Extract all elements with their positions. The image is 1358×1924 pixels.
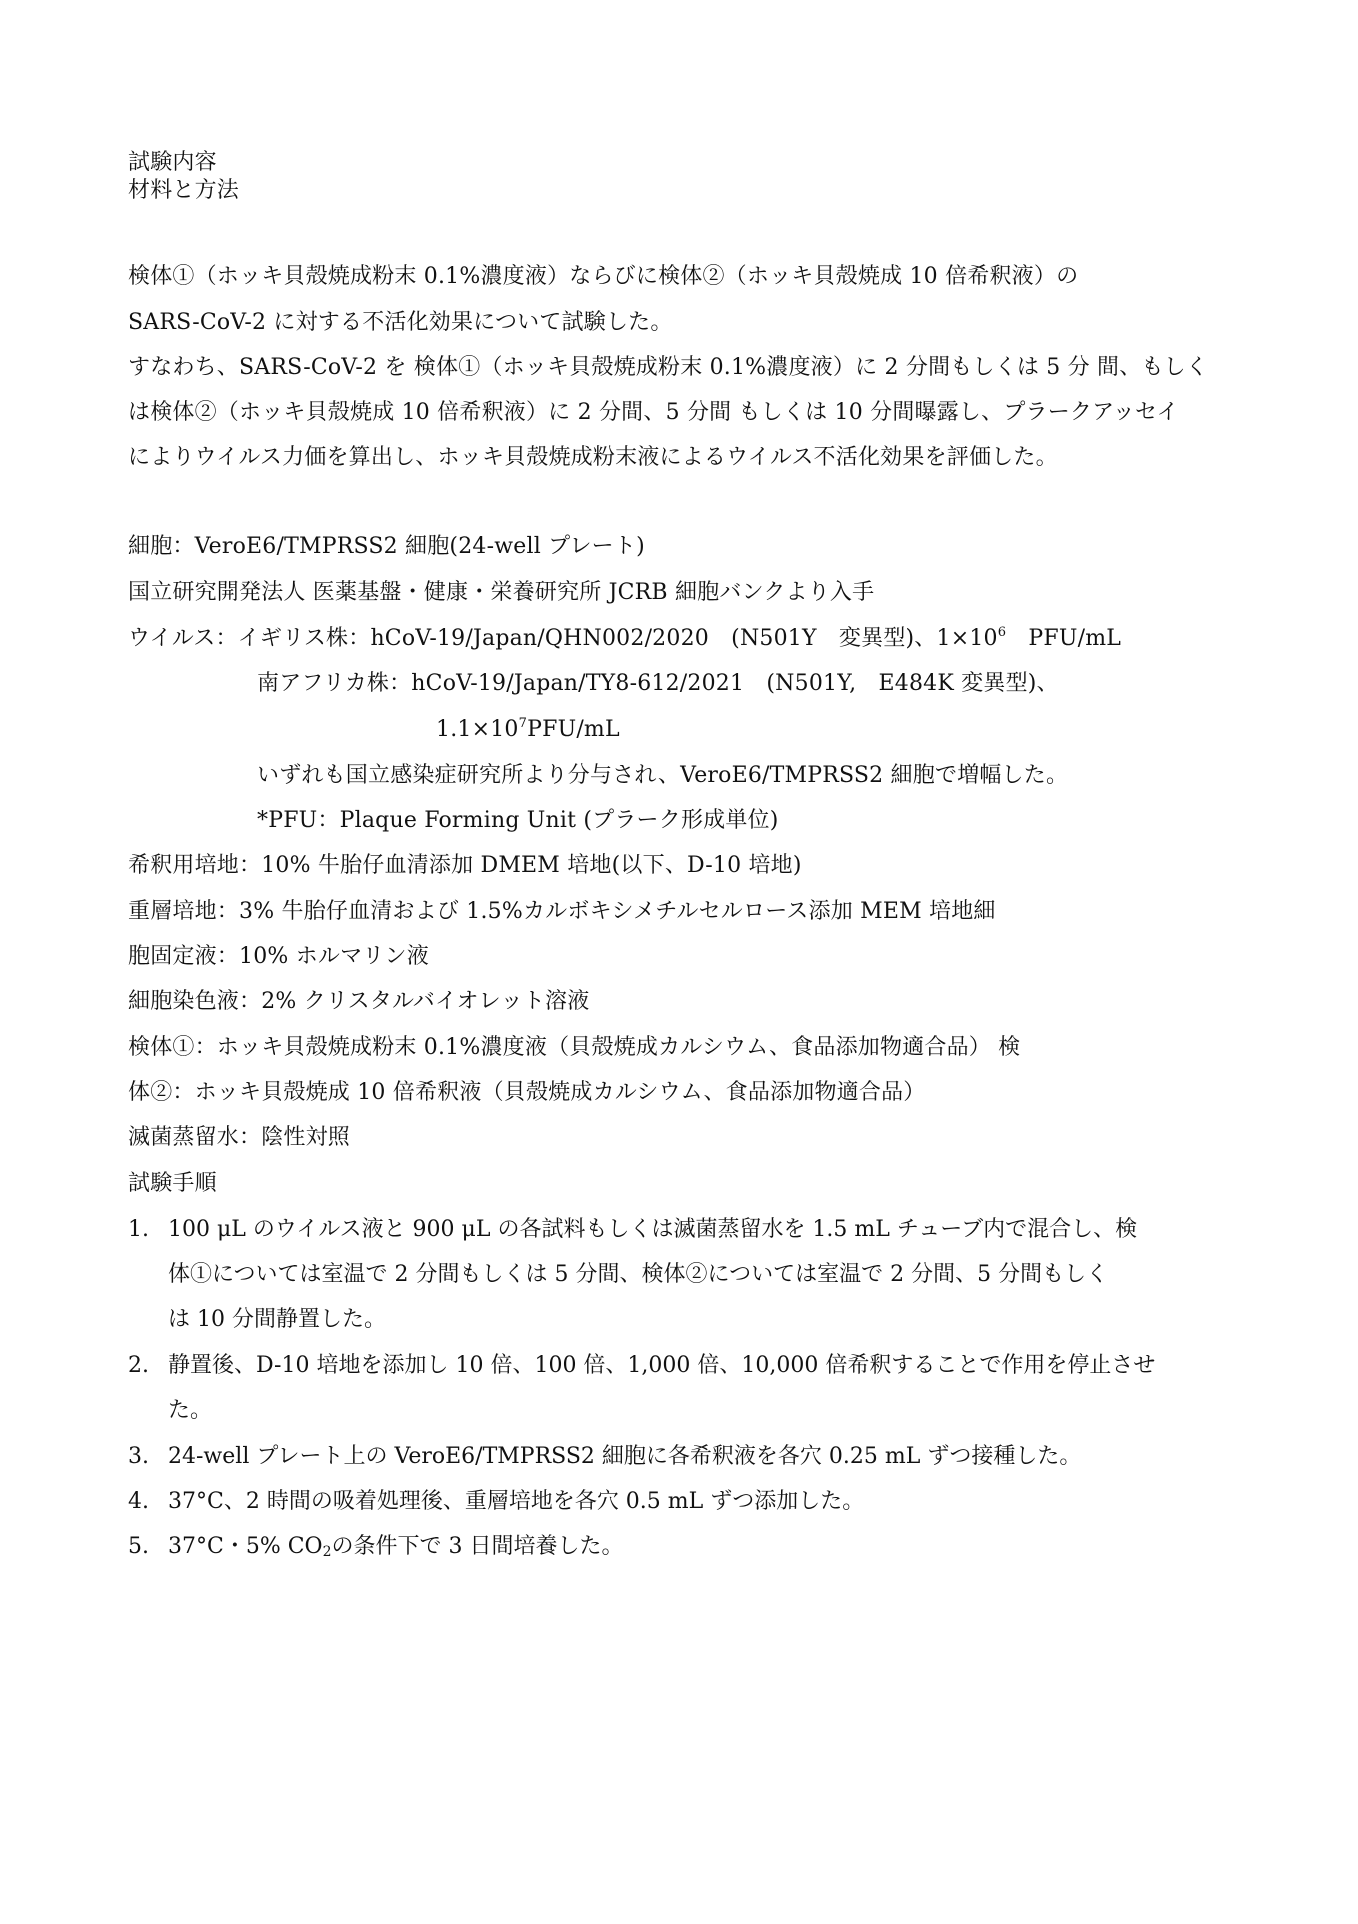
material-negative-control: 滅菌蒸留水：陰性対照 — [128, 1125, 351, 1150]
material-cells: 細胞：VeroE6/TMPRSS2 細胞(24-well プレート) — [128, 534, 645, 559]
virus-sa-titer-text: 1.1×10 — [436, 717, 519, 742]
step-5-number: 5. — [128, 1534, 149, 1559]
heading-test-content: 試験内容 — [128, 150, 217, 175]
step-2-line-1: 静置後、D-10 培地を添加し 10 倍、100 倍、1,000 倍、10,000 倍希釈することで作用を停止させ — [168, 1353, 1156, 1378]
material-virus-source: いずれも国立感染症研究所より分与され、VeroE6/TMPRSS2 細胞で増幅した。 — [257, 763, 1069, 788]
step-4-line-1: 37°C、2 時間の吸着処理後、重層培地を各穴 0.5 mL ずつ添加した。 — [168, 1489, 865, 1514]
material-pfu-note: *PFU：Plaque Forming Unit (プラーク形成単位) — [257, 808, 779, 833]
step-1-number: 1. — [128, 1217, 149, 1242]
material-dilution-medium: 希釈用培地：10% 牛胎仔血清添加 DMEM 培地(以下、D-10 培地) — [128, 853, 802, 878]
step-3-number: 3. — [128, 1444, 149, 1469]
heading-materials-methods: 材料と方法 — [128, 178, 240, 203]
material-fixative: 胞固定液：10% ホルマリン液 — [128, 944, 429, 969]
step-4-number: 4. — [128, 1489, 149, 1514]
step-1-line-1: 100 μL のウイルス液と 900 μL の各試料もしくは滅菌蒸留水を 1.5 mL チューブ内で混合し、検 — [168, 1217, 1138, 1242]
step-5-co2-subscript: 2 — [322, 1544, 332, 1560]
material-virus-uk — [128, 625, 1121, 653]
step-5-text-prefix: 37°C・5% CO — [168, 1534, 323, 1559]
virus-uk-exponent: 6 — [997, 625, 1007, 640]
intro-line-4: は検体②（ホッキ貝殻焼成 10 倍希釈液）に 2 分間、5 分間 もしくは 10 分間曝露し、プラークアッセイ — [128, 400, 1179, 425]
material-virus-sa-titer — [436, 716, 620, 744]
intro-line-1: 検体①（ホッキ貝殻焼成粉末 0.1%濃度液）ならびに検体②（ホッキ貝殻焼成 10 倍希釈液）の — [128, 264, 1079, 289]
step-5-line-1 — [168, 1533, 624, 1561]
procedure-title: 試験手順 — [128, 1171, 217, 1196]
virus-sa-titer-unit: PFU/mL — [527, 717, 620, 742]
intro-line-3: すなわち、SARS-CoV-2 を 検体①（ホッキ貝殻焼成粉末 0.1%濃度液）に 2 分間もしくは 5 分 間、もしく — [128, 355, 1209, 380]
step-1-line-3: は 10 分間静置した。 — [168, 1307, 386, 1332]
material-sample-2: 体②：ホッキ貝殻焼成 10 倍希釈液（貝殻焼成カルシウム、食品添加物適合品） — [128, 1080, 926, 1105]
material-cells-source: 国立研究開発法人 医薬基盤・健康・栄養研究所 JCRB 細胞バンクより入手 — [128, 580, 875, 605]
step-2-line-2: た。 — [168, 1398, 213, 1423]
virus-sa-titer-exponent: 7 — [518, 716, 528, 731]
step-1-line-2: 体①については室温で 2 分間もしくは 5 分間、検体②については室温で 2 分間、5 分間もしく — [168, 1262, 1109, 1287]
step-2-number: 2. — [128, 1353, 149, 1378]
material-stain: 細胞染色液：2% クリスタルバイオレット溶液 — [128, 989, 590, 1014]
step-3-line-1: 24-well プレート上の VeroE6/TMPRSS2 細胞に各希釈液を各穴 0.25 mL ずつ接種した。 — [168, 1444, 1082, 1469]
material-overlay-medium: 重層培地：3% 牛胎仔血清および 1.5%カルボキシメチルセルロース添加 MEM 培地細 — [128, 899, 996, 924]
material-virus-sa: 南アフリカ株：hCoV-19/Japan/TY8-612/2021 (N501Y, E484K 変異型)、 — [257, 671, 1059, 696]
material-sample-1: 検体①：ホッキ貝殻焼成粉末 0.1%濃度液（貝殻焼成カルシウム、食品添加物適合品） 検 — [128, 1035, 1021, 1060]
intro-line-2: SARS-CoV-2 に対する不活化効果について試験した。 — [128, 310, 673, 335]
virus-uk-text: ウイルス：イギリス株：hCoV-19/Japan/QHN002/2020 (N501Y 変異型)、1×10 — [128, 626, 998, 651]
step-5-text-suffix: の条件下で 3 日間培養した。 — [331, 1534, 624, 1559]
intro-line-5: によりウイルス力価を算出し、ホッキ貝殻焼成粉末液によるウイルス不活化効果を評価した。 — [128, 445, 1058, 470]
virus-uk-unit: PFU/mL — [1006, 626, 1122, 651]
